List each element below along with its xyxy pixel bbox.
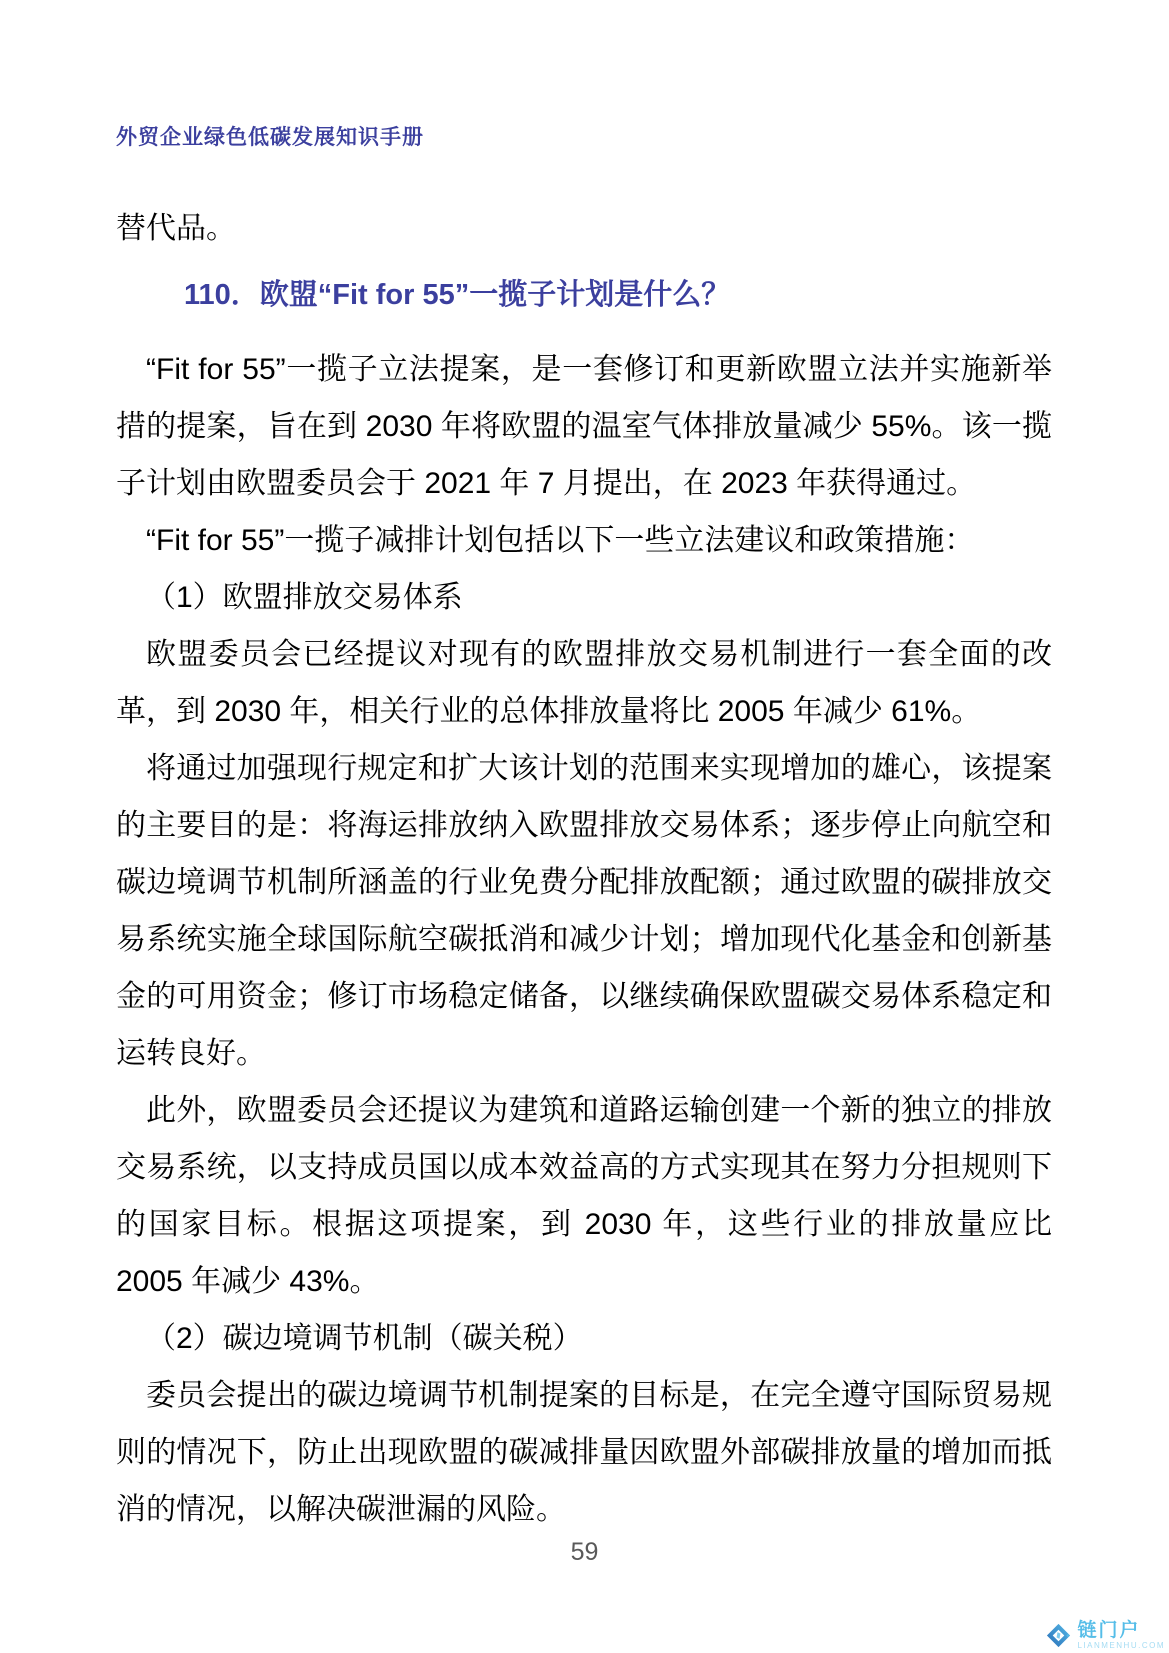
paragraph: （2）碳边境调节机制（碳关税） <box>146 1322 583 1355</box>
section-heading: 110．欧盟“Fit for 55”一揽子计划是什么？ <box>184 279 731 311</box>
paragraph: （1）欧盟排放交易体系 <box>146 581 463 614</box>
document-content <box>116 124 1052 1538</box>
paragraph: 欧盟委员会已经提议对现有的欧盟排放交易机制进行一套全面的改革，到 2030 年，相关行业的总体排放量将比 2005 年减少 61%。 <box>116 638 1052 728</box>
paragraph: “Fit for 55”一揽子立法提案，是一套修订和更新欧盟立法并实施新举措的提案，旨在到 2030 年将欧盟的温室气体排放量减少 55%。该一揽子计划由欧盟委员会于 2021 年 7 月提出，在 2023 年获得通过。 <box>116 353 1052 500</box>
document-header-title: 外贸企业绿色低碳发展知识手册 <box>116 126 424 149</box>
paragraph: 此外，欧盟委员会还提议为建筑和道路运输创建一个新的独立的排放交易系统，以支持成员国以成本效益高的方式实现其在努力分担规则下的国家目标。根据这项提案，到 2030 年，这些行业的排放量应比 2005 年减少 43%。 <box>116 1094 1052 1298</box>
watermark <box>1045 1621 1165 1650</box>
paragraph-lead-fragment: 替代品。 <box>116 212 236 245</box>
diamond-logo-icon <box>1045 1622 1072 1649</box>
watermark-brand-text: 链门户 <box>1077 1620 1141 1641</box>
paragraph: “Fit for 55”一揽子减排计划包括以下一些立法建议和政策措施： <box>146 524 975 557</box>
watermark-text-block <box>1077 1621 1165 1650</box>
page-number: 59 <box>570 1538 599 1566</box>
page-footer <box>0 1538 1169 1567</box>
paragraph: 委员会提出的碳边境调节机制提案的目标是，在完全遵守国际贸易规则的情况下，防止出现欧盟的碳减排量因欧盟外部碳排放量的增加而抵消的情况，以解决碳泄漏的风险。 <box>116 1379 1052 1526</box>
paragraph: 将通过加强现行规定和扩大该计划的范围来实现增加的雄心，该提案的主要目的是：将海运排放纳入欧盟排放交易体系；逐步停止向航空和碳边境调节机制所涵盖的行业免费分配排放配额；通过欧盟的碳排放交易系统实施全球国际航空碳抵消和减少计划；增加现代化基金和创新基金的可用资金；修订市场稳定储备，以继续确保欧盟碳交易体系稳定和运转良好。 <box>116 752 1052 1070</box>
watermark-domain-text: LIANMENHU.COM <box>1077 1641 1165 1650</box>
